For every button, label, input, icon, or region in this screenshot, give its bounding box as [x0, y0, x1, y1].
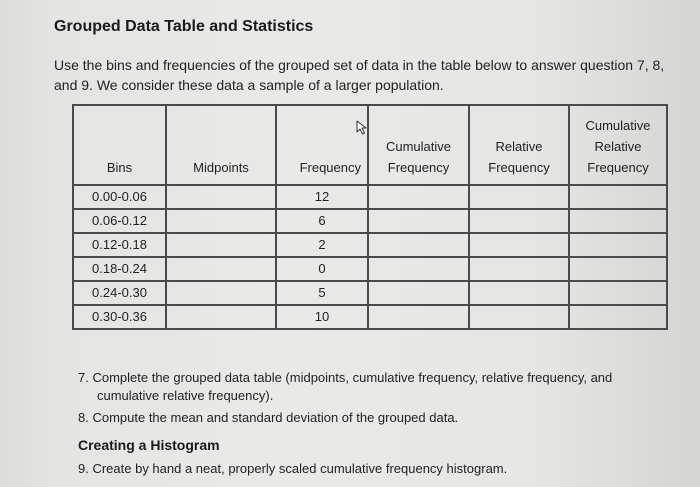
relative-frequency-cell[interactable] — [469, 281, 569, 305]
frequency-cell: 12 — [276, 185, 368, 209]
bin-cell: 0.30-0.36 — [73, 305, 166, 329]
relative-frequency-cell[interactable] — [469, 233, 569, 257]
relative-frequency-cell[interactable] — [469, 257, 569, 281]
header-cumulative-relative-frequency: Cumulative Relative Frequency — [569, 105, 667, 185]
bin-cell: 0.18-0.24 — [73, 257, 166, 281]
relative-frequency-cell[interactable] — [469, 185, 569, 209]
header-frequency: Frequency — [276, 105, 368, 185]
cumulative-frequency-cell[interactable] — [368, 257, 469, 281]
cumulative-frequency-cell[interactable] — [368, 233, 469, 257]
grouped-data-table — [72, 104, 668, 330]
header-bins: Bins — [73, 105, 166, 185]
cumulative-frequency-cell[interactable] — [368, 281, 469, 305]
midpoint-cell[interactable] — [166, 257, 276, 281]
bin-cell: 0.24-0.30 — [73, 281, 166, 305]
cumulative-relative-frequency-cell[interactable] — [569, 209, 667, 233]
cumulative-relative-frequency-cell[interactable] — [569, 185, 667, 209]
table-row — [73, 257, 667, 281]
cumulative-frequency-cell[interactable] — [368, 209, 469, 233]
questions-section — [78, 369, 658, 482]
midpoint-cell[interactable] — [166, 185, 276, 209]
question-7: 7. Complete the grouped data table (midpoints, cumulative frequency, relative frequency, and cumulative relative frequency). — [78, 370, 613, 403]
table-row — [73, 305, 667, 329]
cumulative-relative-frequency-cell[interactable] — [569, 233, 667, 257]
midpoint-cell[interactable] — [166, 281, 276, 305]
header-midpoints: Midpoints — [166, 105, 276, 185]
bin-cell: 0.06-0.12 — [73, 209, 166, 233]
table-row — [73, 209, 667, 233]
bin-cell: 0.12-0.18 — [73, 233, 166, 257]
midpoint-cell[interactable] — [166, 233, 276, 257]
cumulative-frequency-cell[interactable] — [368, 185, 469, 209]
frequency-cell: 2 — [276, 233, 368, 257]
table-header-row — [73, 105, 667, 185]
cumulative-relative-frequency-cell[interactable] — [569, 281, 667, 305]
bin-cell: 0.00-0.06 — [73, 185, 166, 209]
histogram-heading: Creating a Histogram — [78, 437, 220, 453]
question-9: 9. Create by hand a neat, properly scaled cumulative frequency histogram. — [78, 461, 508, 476]
cumulative-relative-frequency-cell[interactable] — [569, 305, 667, 329]
mouse-pointer-icon — [355, 120, 369, 136]
relative-frequency-cell[interactable] — [469, 305, 569, 329]
relative-frequency-cell[interactable] — [469, 209, 569, 233]
table-row — [73, 281, 667, 305]
intro-paragraph: Use the bins and frequencies of the grouped set of data in the table below to answer question 7, 8, and 9. We consider these data a sample of a larger population. — [54, 57, 665, 93]
header-relative-frequency: Relative Frequency — [469, 105, 569, 185]
page-title: Grouped Data Table and Statistics — [54, 18, 314, 35]
frequency-cell: 6 — [276, 209, 368, 233]
cumulative-relative-frequency-cell[interactable] — [569, 257, 667, 281]
cumulative-frequency-cell[interactable] — [368, 305, 469, 329]
header-cumulative-frequency: Cumulative Frequency — [368, 105, 469, 185]
midpoint-cell[interactable] — [166, 209, 276, 233]
question-8: 8. Compute the mean and standard deviation of the grouped data. — [78, 410, 459, 425]
frequency-cell: 10 — [276, 305, 368, 329]
frequency-cell: 5 — [276, 281, 368, 305]
table-row — [73, 233, 667, 257]
table-row — [73, 185, 667, 209]
midpoint-cell[interactable] — [166, 305, 276, 329]
frequency-cell: 0 — [276, 257, 368, 281]
